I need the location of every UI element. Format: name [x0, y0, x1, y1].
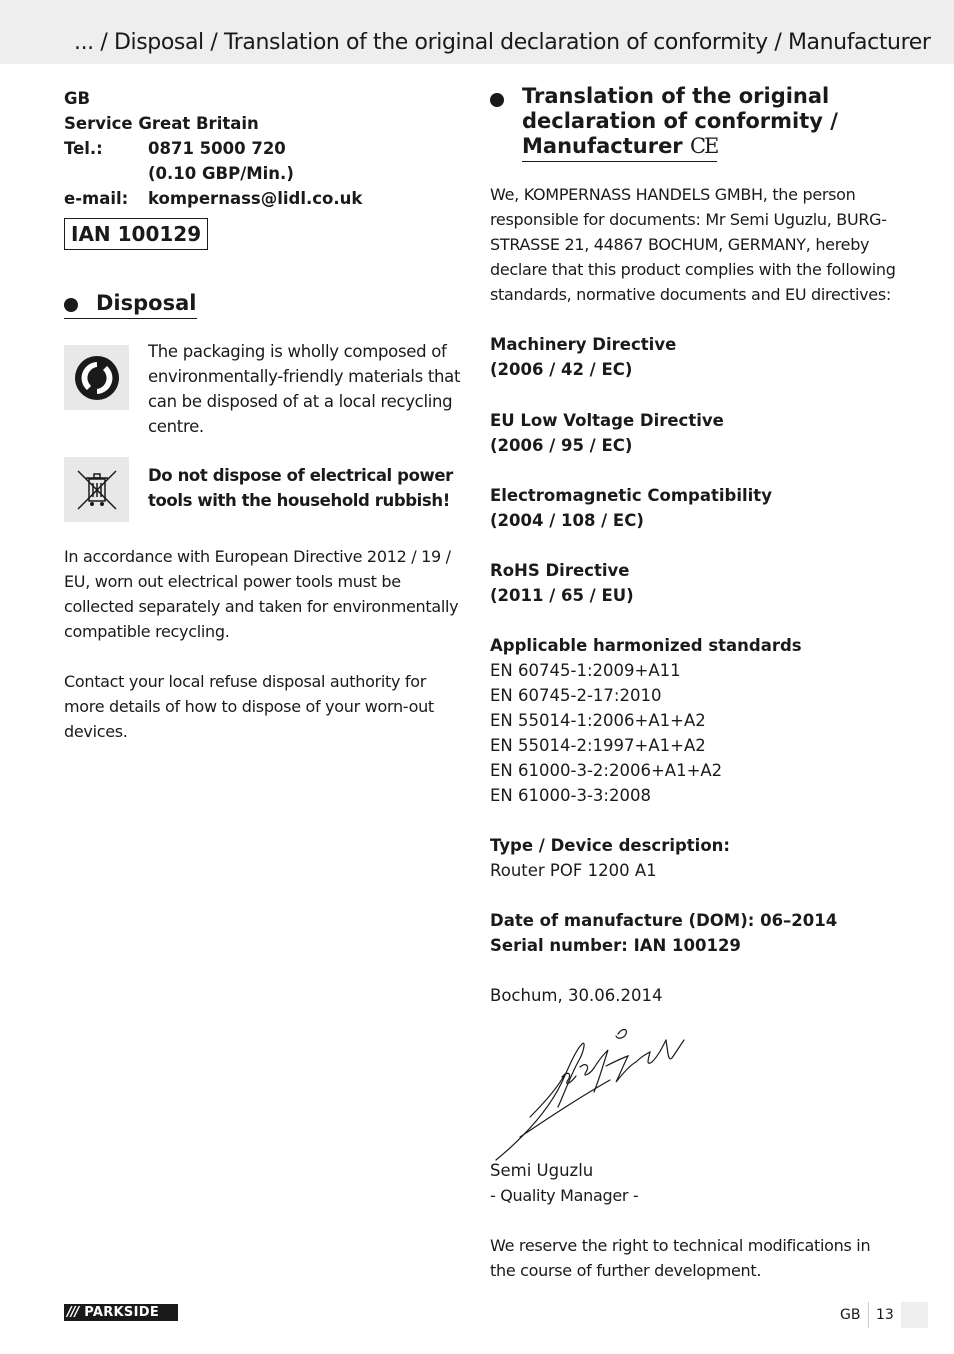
crossed-bin-icon	[64, 457, 129, 522]
packaging-text: The packaging is wholly composed of environmentally-friendly materials that can be disposed of at a local recycling centre.	[148, 342, 461, 436]
parkside-logo	[64, 1304, 178, 1321]
serial-number: Serial number: IAN 100129	[490, 936, 741, 955]
directive-paragraph: In accordance with European Directive 2012 / 19 / EU, worn out electrical power tools must be collected separately and taken for environmentally compatible recycling.	[64, 547, 459, 641]
standard-item: EN 60745-2-17:2010	[490, 686, 662, 705]
directive-name: Electromagnetic Compatibility	[490, 486, 772, 505]
directive-code: (2004 / 108 / EC)	[490, 511, 644, 530]
standards-title: Applicable harmonized standards	[490, 636, 802, 655]
conformity-title-line2: declaration of conformity /	[522, 109, 838, 133]
tel-row	[64, 136, 464, 161]
footer-divider	[868, 1302, 869, 1328]
disposal-title: Disposal	[96, 291, 197, 315]
type-value: Router POF 1200 A1	[490, 861, 657, 880]
signer-name: Semi Uguzlu	[490, 1161, 594, 1180]
country-code: GB	[64, 89, 91, 108]
directive-code: (2006 / 42 / EC)	[490, 360, 633, 379]
page-header-title: ... / Disposal / Translation of the original declaration of conformity / Manufacturer	[74, 30, 931, 55]
ce-mark-icon: CE	[689, 134, 718, 158]
standard-item: EN 55014-1:2006+A1+A2	[490, 711, 706, 730]
tel-label: Tel.:	[64, 139, 103, 158]
footer-language: GB	[840, 1307, 861, 1323]
signer-role: - Quality Manager -	[490, 1186, 639, 1205]
page-number: 13	[876, 1307, 894, 1323]
ian-box: IAN 100129	[64, 218, 208, 250]
conformity-title-line1: Translation of the original	[522, 84, 830, 108]
directives-list	[490, 332, 900, 608]
standard-item: EN 61000-3-2:2006+A1+A2	[490, 761, 723, 780]
warning-row	[64, 463, 464, 522]
directive-name: RoHS Directive	[490, 561, 630, 580]
service-name: Service Great Britain	[64, 114, 259, 133]
place-date: Bochum, 30.06.2014	[490, 986, 663, 1005]
tel-value: 0871 5000 720	[148, 139, 286, 158]
email-value: kompernass@lidl.co.uk	[148, 189, 363, 208]
directive-code: (2006 / 95 / EC)	[490, 436, 633, 455]
left-column	[64, 86, 464, 744]
declaration-intro: We, KOMPERNASS HANDELS GMBH, the person responsible for documents: Mr Semi Uguzlu, BURG-STRASSE 21, 44867 BOCHUM, GERMANY, hereby declare that this product complies with the following standards, normative documents and EU directives:	[490, 185, 896, 304]
type-label: Type / Device description:	[490, 836, 731, 855]
packaging-row	[64, 339, 464, 439]
standard-item: EN 61000-3-3:2008	[490, 786, 651, 805]
conformity-heading	[490, 84, 900, 162]
signature-image	[490, 1022, 690, 1162]
standard-item: EN 55014-2:1997+A1+A2	[490, 736, 706, 755]
bullet-icon	[490, 93, 504, 107]
directive-name: Machinery Directive	[490, 335, 677, 354]
date-of-manufacture: Date of manufacture (DOM): 06–2014	[490, 911, 838, 930]
email-label: e-mail:	[64, 189, 129, 208]
logo-slashes: ///	[67, 1305, 79, 1320]
disposal-heading	[64, 290, 197, 319]
logo-brand: PARKSIDE	[84, 1305, 160, 1320]
standard-item: EN 60745-1:2009+A11	[490, 661, 681, 680]
reserve-notice: We reserve the right to technical modifications in the course of further development.	[490, 1236, 871, 1280]
directive-name: EU Low Voltage Directive	[490, 411, 724, 430]
tel-rate-row	[64, 161, 464, 186]
bullet-icon	[64, 298, 78, 312]
contact-paragraph: Contact your local refuse disposal authority for more details of how to dispose of your worn-out devices.	[64, 672, 434, 741]
warning-text: Do not dispose of electrical power tools with the household rubbish!	[148, 466, 453, 510]
email-row	[64, 186, 464, 211]
conformity-title-line3: Manufacturer	[522, 134, 683, 158]
directive-code: (2011 / 65 / EU)	[490, 586, 634, 605]
tel-rate: (0.10 GBP/Min.)	[148, 164, 294, 183]
green-dot-recycling-icon	[64, 345, 129, 410]
footer-tab	[901, 1302, 928, 1328]
